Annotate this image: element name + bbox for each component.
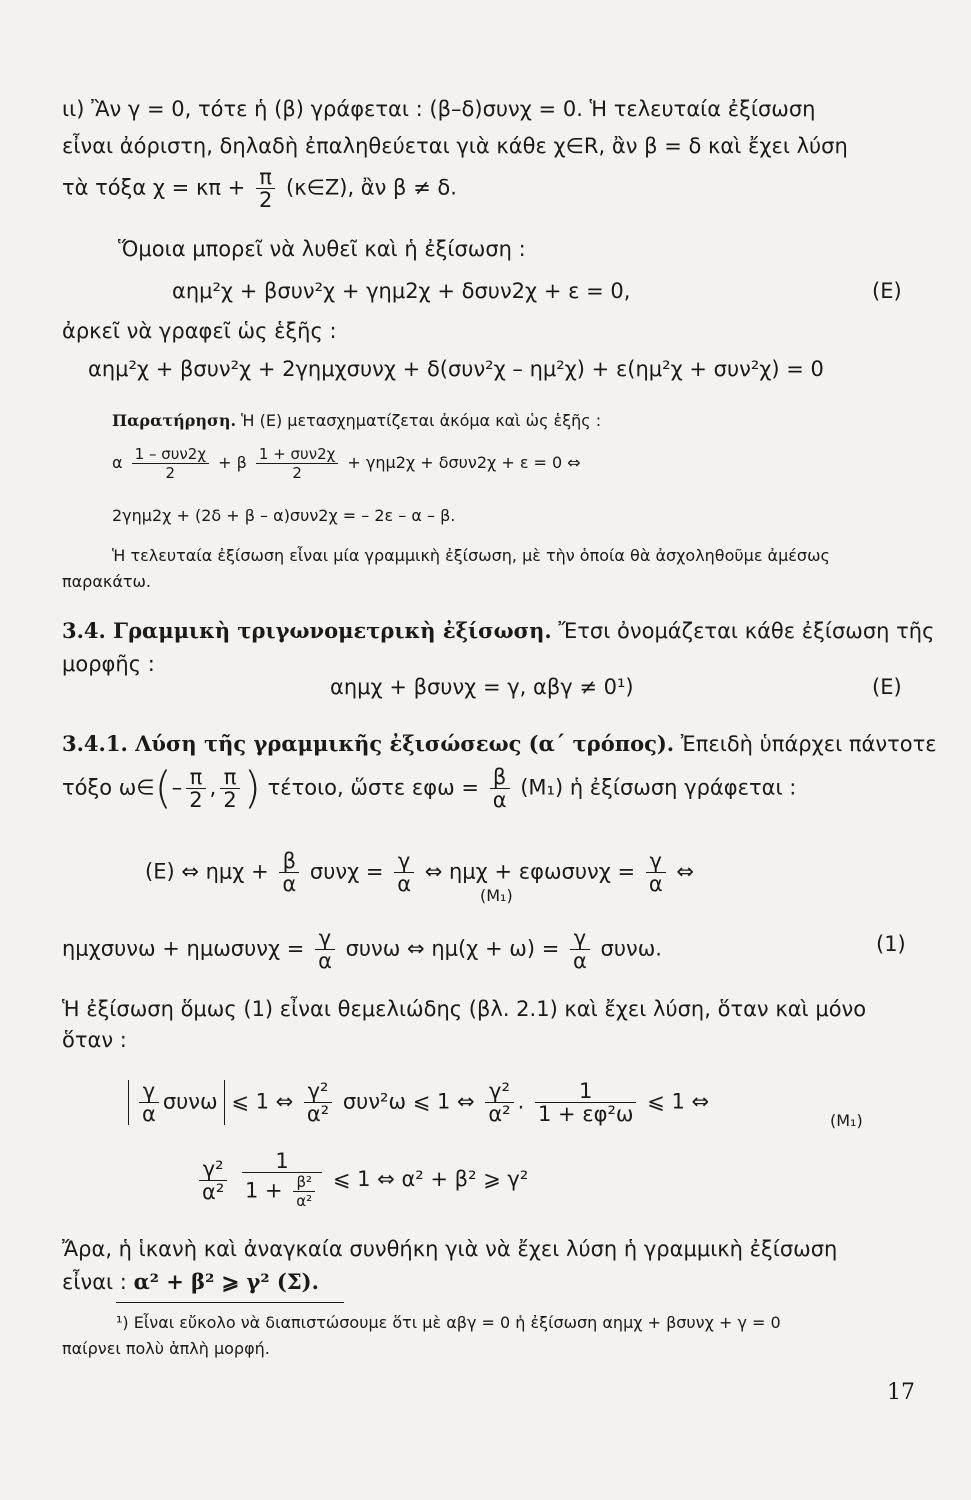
fraction: $\frac{\beta}{\alpha}$: [279, 850, 299, 895]
section-heading: 3.4.1. Λύση τῆς γραμμικῆς ἐξισώσεως (α΄ τρόπος).: [62, 731, 675, 756]
condition-sigma: α² + β² ⩾ γ² (Σ).: [133, 1269, 319, 1294]
footnote-rule: [116, 1302, 344, 1303]
fraction: $\frac{\text{β²}}{\text{α²}}$: [293, 1173, 315, 1210]
remark-title: Παρατήρηση.: [112, 411, 237, 430]
fraction: $\frac{\text{γ²}}{\text{α²}}$: [199, 1158, 227, 1203]
equation-E: αημ²χ + βσυν²χ + γημ2χ + δσυν2χ + ε = 0,: [172, 279, 631, 303]
text-line: ἀρκεῖ νὰ γραφεῖ ὡς ἑξῆς :: [62, 319, 337, 343]
interval-line: τόξο ω∈(– $\frac{\pi}{2}$ , $\frac{\pi}{2}$ ) τέτοιο, ὥστε εφω = $\frac{\beta}{\alpha}$ (M₁) ἡ ἐξίσωση γράφεται :: [62, 762, 797, 814]
text-line: μορφῆς :: [62, 652, 155, 676]
fraction: $\frac{\text{1 – συν2χ}}{2}$: [132, 445, 209, 482]
section-3-4-1-line: 3.4.1. Λύση τῆς γραμμικῆς ἐξισώσεως (α΄ τρόπος). Ἐπειδὴ ὑπάρχει πάντοτε: [62, 731, 937, 756]
m1-label: (M₁): [830, 1111, 863, 1130]
footnote-line: παίρνει πολὺ ἁπλὴ μορφή.: [62, 1339, 270, 1358]
fraction: $\frac{\gamma}{\alpha}$: [570, 927, 590, 972]
section-heading: 3.4. Γραμμικὴ τριγωνομετρικὴ ἐξίσωση.: [62, 618, 552, 643]
nested-fraction: 1 1 + $\frac{\text{β²}}{\text{α²}}$: [242, 1150, 322, 1210]
fraction: $\frac{\beta}{\alpha}$: [490, 766, 510, 811]
text-line: ιι) Ἂν γ = 0, τότε ἡ (β) γράφεται : (β–δ)συνχ = 0. Ἡ τελευταία ἐξίσωση: [62, 97, 816, 121]
fraction: $\frac{\gamma}{\alpha}$: [139, 1080, 159, 1125]
remark-line: Παρατήρηση. Ἡ (E) μετασχηματίζεται ἀκόμα καὶ ὡς ἑξῆς :: [112, 411, 602, 430]
remark-line: Ἡ τελευταία ἐξίσωση εἶναι μία γραμμικὴ ἐξίσωση, μὲ τὴν ὁποία θὰ ἀσχοληθοῦμε ἀμέσως: [112, 546, 830, 565]
fraction: $\frac{\gamma}{\alpha}$: [646, 850, 666, 895]
text-line: ὅταν :: [62, 1028, 127, 1052]
text-line: εἶναι ἀόριστη, δηλαδὴ ἐπαληθεύεται γιὰ κάθε χ∈R, ἂν β = δ καὶ ἔχει λύση: [62, 134, 848, 158]
text-line: Ἄρα, ἡ ἱκανὴ καὶ ἀναγκαία συνθήκη γιὰ νὰ ἔχει λύση ἡ γραμμικὴ ἐξίσωση: [62, 1237, 838, 1261]
equation-tag: (E): [872, 279, 902, 303]
linear-equation: αημχ + βσυνχ = γ, αβγ ≠ 0¹): [330, 675, 634, 699]
section-3-4-line: 3.4. Γραμμικὴ τριγωνομετρικὴ ἐξίσωση. Ἔτσι ὀνομάζεται κάθε ἐξίσωση τῆς: [62, 618, 935, 643]
page-number: 17: [887, 1380, 915, 1405]
remark-line: παρακάτω.: [62, 572, 151, 591]
fraction: $\frac{\text{γ²}}{\text{α²}}$: [304, 1080, 332, 1125]
fraction: $\frac{\pi}{2}$: [186, 766, 205, 811]
inequality-line-2: $\frac{\text{γ²}}{\text{α²}}$ 1 1 + $\frac{\text{β²}}{\text{α²}}$ ⩽ 1 ⇔ α² + β² ⩾ γ²: [195, 1150, 528, 1210]
equation-expanded: αημ²χ + βσυν²χ + 2γημχσυνχ + δ(συν²χ – ημ²χ) + ε(ημ²χ + συν²χ) = 0: [88, 357, 824, 381]
absolute-value: $\frac{\gamma}{\alpha}$ συνω: [128, 1080, 225, 1125]
equation-tag: (E): [872, 675, 902, 699]
fraction: $\frac{1}{\text{1 + εφ²ω}}$: [535, 1080, 637, 1125]
text-line: Ὅμοια μπορεῖ νὰ λυθεῖ καὶ ἡ ἐξίσωση :: [118, 237, 526, 261]
fraction: $\frac{\text{γ²}}{\text{α²}}$: [485, 1080, 513, 1125]
text-line: Ἡ ἐξίσωση ὅμως (1) εἶναι θεμελιώδης (βλ. 2.1) καὶ ἔχει λύση, ὅταν καὶ μόνο: [62, 997, 867, 1021]
equation-tag: (1): [876, 932, 906, 956]
fraction: $\frac{\gamma}{\alpha}$: [315, 927, 335, 972]
fraction: $\frac{\pi}{2}$: [220, 766, 239, 811]
fraction-pi-over-2: $\frac{\pi}{2}$: [256, 166, 275, 211]
fraction: $\frac{\text{1 + συν2χ}}{2}$: [256, 445, 338, 482]
fraction: $\frac{\gamma}{\alpha}$: [394, 850, 414, 895]
remark-equation-2: 2γημ2χ + (2δ + β – α)συν2χ = – 2ε – α – β.: [112, 506, 456, 525]
m1-label: (M₁): [480, 886, 513, 905]
derivation-line-2: ημχσυνω + ημωσυνχ = $\frac{\gamma}{\alpha}$ συνω ⇔ ημ(χ + ω) = $\frac{\gamma}{\alpha}$ συνω.: [62, 926, 662, 973]
condition-line: εἶναι : α² + β² ⩾ γ² (Σ).: [62, 1269, 319, 1294]
footnote-line: ¹) Εἶναι εὔκολο νὰ διαπιστώσουμε ὅτι μὲ αβγ = 0 ἡ ἐξίσωση αημχ + βσυνχ + γ = 0: [116, 1313, 781, 1332]
derivation-line-1: (E) ⇔ ημχ + $\frac{\beta}{\alpha}$ συνχ = $\frac{\gamma}{\alpha}$ ⇔ ημχ + εφωσυνχ = $\frac{\gamma}{\alpha}$ ⇔: [145, 849, 694, 896]
text-line-with-fraction: τὰ τόξα χ = κπ + $\frac{\pi}{2}$ (κ∈Z), ἂν β ≠ δ.: [62, 165, 457, 212]
remark-equation: α $\frac{\text{1 – συν2χ}}{2}$ + β $\frac{\text{1 + συν2χ}}{2}$ + γημ2χ + δσυν2χ + ε = 0 ⇔: [112, 445, 581, 482]
inequality-line-1: $\frac{\gamma}{\alpha}$ συνω ⩽ 1 ⇔ $\frac{\text{γ²}}{\text{α²}}$ συν²ω ⩽ 1 ⇔ $\frac{\text{γ²}}{\text{α²}}$ . $\frac{1}{\text{1 + εφ²ω}}$ ⩽ 1 ⇔: [128, 1080, 709, 1125]
